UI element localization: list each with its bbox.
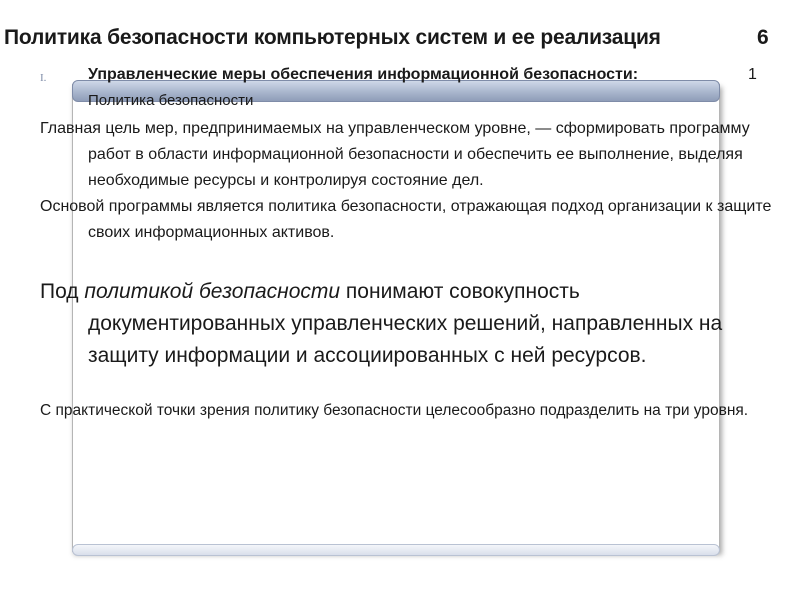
slide-title: Политика безопасности компьютерных систем и ее реализация (4, 26, 661, 49)
paragraph-main-goal: Главная цель мер, предпринимаемых на управленческом уровне, — сформировать программу работ в области информационной безопасности и обеспечить ее выполнение, выделяя необходимые ресурсы и контролируя состояние дел. (40, 120, 750, 189)
section-subheading: Политика безопасности (88, 92, 254, 109)
section-marker: I. (40, 72, 47, 84)
slide-page-number: 6 (757, 26, 769, 49)
definition-lead: Под (40, 280, 85, 303)
panel-bottom-scroll (72, 544, 720, 556)
paragraph-three-levels: С практической точки зрения политику безопасности целесообразно подразделить на три уровня. (40, 402, 749, 419)
paragraph-policy-definition (40, 276, 780, 372)
section-number: 1 (748, 66, 757, 83)
definition-body: понимают совокупность документированных управленческих решений, направленных на защиту информации и ассоциированных с ней ресурсов. (88, 280, 723, 367)
definition-term: политикой безопасности (84, 280, 341, 303)
paragraph-program-basis: Основой программы является политика безопасности, отражающая подход организации к защите своих информационных активов. (40, 198, 772, 241)
section-heading: Управленческие меры обеспечения информационной безопасности: (88, 66, 639, 83)
